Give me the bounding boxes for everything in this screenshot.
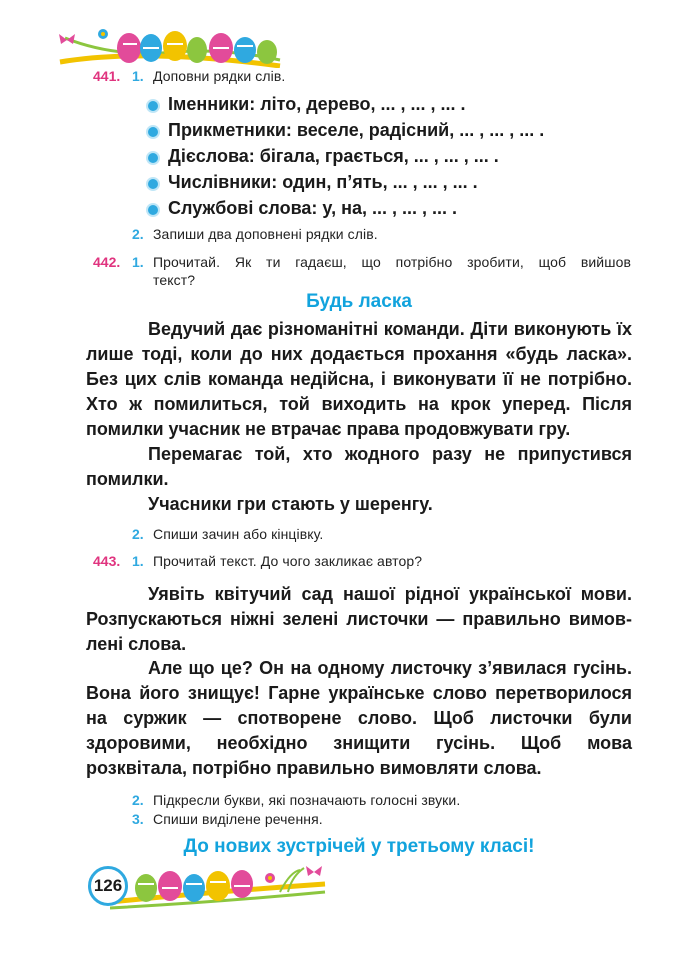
easter-egg-icon xyxy=(135,874,157,902)
task-text: Спиши зачин або кінцівку. xyxy=(153,526,324,542)
task-text: Прочитай текст. До чого закликає автор? xyxy=(153,553,423,569)
exercise-number: 441. xyxy=(93,68,121,84)
paragraph xyxy=(86,656,632,781)
task-text: Прочитай. Як ти гадаєш, що потрібно зробити, щоб вийшов xyxy=(153,254,631,270)
task-number: 1. xyxy=(132,68,144,84)
highlighted-sentence: Щоб мова розквітала, потрібно правильно вимовляти слова xyxy=(86,733,632,778)
task-number: 2. xyxy=(132,792,144,808)
bullet-icon xyxy=(146,99,160,113)
easter-egg-icon xyxy=(117,33,141,63)
easter-egg-icon xyxy=(183,874,205,902)
task-text: Запиши два доповнені рядки слів. xyxy=(153,226,378,242)
exercise-number: 443. xyxy=(93,553,121,569)
easter-egg-icon xyxy=(187,37,207,63)
butterfly-icon xyxy=(306,866,322,876)
bottom-easter-eggs-border xyxy=(110,862,330,914)
paragraph: Учасники гри стають у шеренгу. xyxy=(148,494,433,514)
bullet-icon xyxy=(146,125,160,139)
task-number: 2. xyxy=(132,526,144,542)
word-row: Іменники: літо, дерево, ... , ... , ... . xyxy=(168,94,466,114)
paragraph-end: . xyxy=(536,758,542,778)
bullet-icon xyxy=(146,203,160,217)
word-row: Дієслова: бігала, грається, ... , ... , ... . xyxy=(168,146,499,166)
closing-line: До нових зустрічей у третьому класі! xyxy=(183,836,535,857)
easter-egg-icon xyxy=(231,870,253,898)
task-text: Спиши виділене речення. xyxy=(153,811,323,827)
word-row: Числівники: один, п’ять, ... , ... , ... . xyxy=(168,172,478,192)
task-text-continued: текст? xyxy=(153,272,196,288)
task-number: 3. xyxy=(132,811,144,827)
task-number: 1. xyxy=(132,254,144,270)
easter-egg-icon xyxy=(158,871,182,901)
word-row: Прикметники: веселе, радісний, ... , ... , ... . xyxy=(168,120,545,140)
paragraph: Уявіть квітучий сад нашої рідної української мови. Розпускаються ніжні зелені листочки — правильно вимовлені слова. xyxy=(86,584,632,654)
paragraph: Перемагає той, хто жодного разу не припустився помилки. xyxy=(86,444,632,489)
bullet-icon xyxy=(146,177,160,191)
bullet-icon xyxy=(146,151,160,165)
paragraph: Ведучий дає різноманітні команди. Діти виконують їх лише тоді, коли до них додається прохання «будь ласка». Без цих слів команда недійсна, і виконувати її не потрібно. Хто ж помилиться, той виходить на крок уперед. Після помилки учасник не втрачає права продовжувати гру. xyxy=(86,319,632,439)
easter-egg-icon xyxy=(163,31,187,61)
easter-egg-icon xyxy=(234,37,256,63)
easter-egg-icon xyxy=(206,871,230,901)
text-title: Будь ласка xyxy=(306,291,412,312)
easter-egg-icon xyxy=(257,40,277,64)
flower-icon xyxy=(265,873,275,883)
exercise-number: 442. xyxy=(93,254,121,270)
task-number: 2. xyxy=(132,226,144,242)
task-text: Підкресли букви, які позначають голосні звуки. xyxy=(153,792,461,808)
word-row: Службові слова: у, на, ... , ... , ... . xyxy=(168,198,457,218)
paragraph-text: Але що це? Он на одному листочку з’явилася гусінь. Вона його знищує! Гарне українське слово перетворилося на суржик — спотворене слово. Щоб листочки були здоровими, необхідно знищити гусінь. xyxy=(86,658,632,753)
task-number: 1. xyxy=(132,553,144,569)
page-number: 126 xyxy=(88,866,128,906)
top-easter-eggs-border xyxy=(55,18,285,68)
task-text: Доповни рядки слів. xyxy=(153,68,286,84)
flower-icon xyxy=(98,29,108,39)
